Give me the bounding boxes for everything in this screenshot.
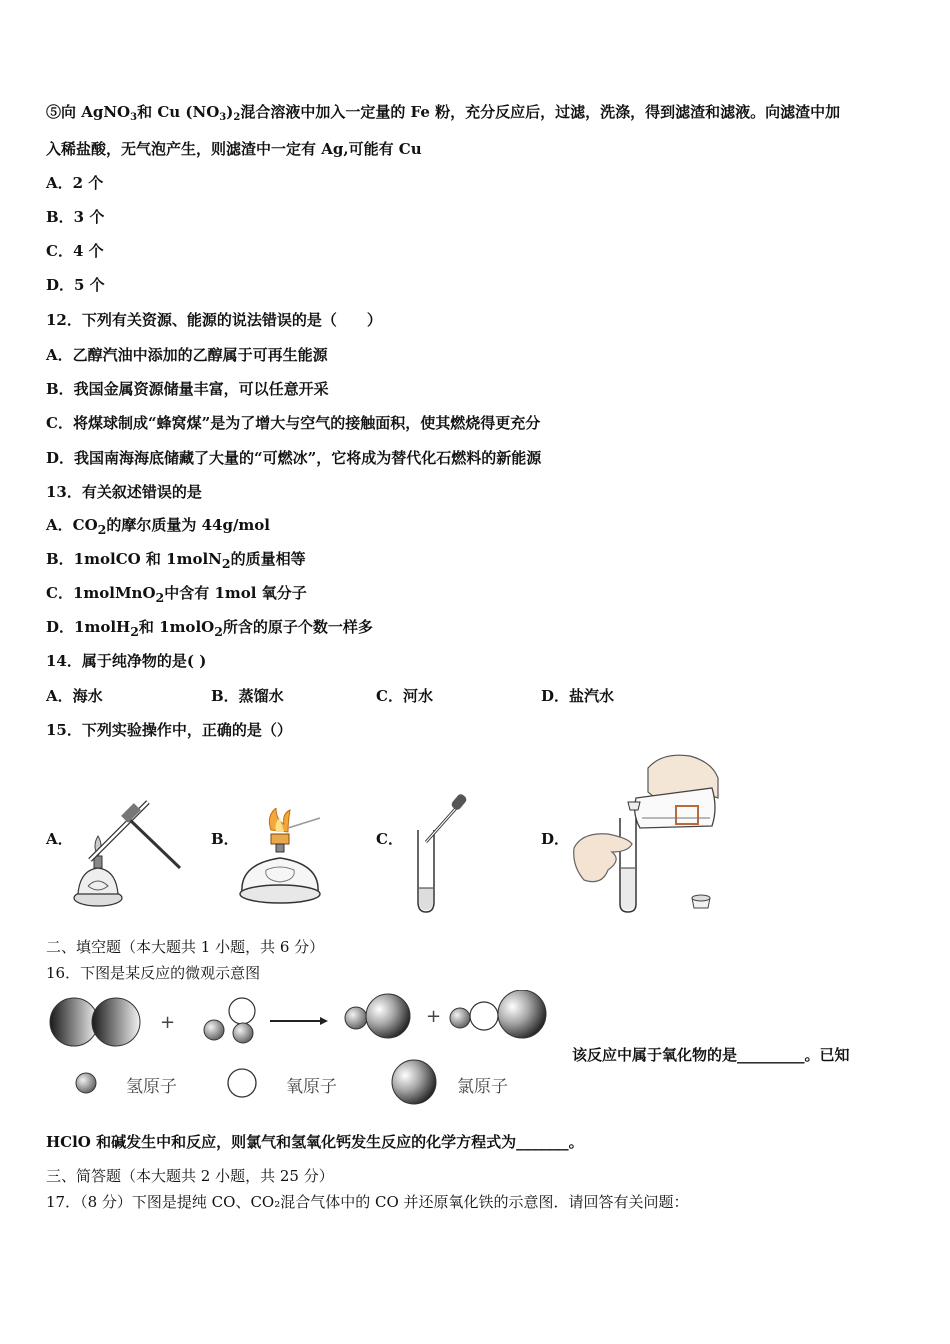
q11-option-a: A．2 个 bbox=[46, 174, 104, 192]
q12-option-b: B．我国金属资源储量丰富，可以任意开采 bbox=[46, 380, 329, 398]
q16-equation-line: HClO 和碱发生中和反应，则氯气和氢氧化钙发生反应的化学方程式为_______。 bbox=[46, 1133, 584, 1151]
q11-option-c: C．4 个 bbox=[46, 242, 104, 260]
q13-option-a: A．$CO_2$的摩尔质量为 44g/mol bbox=[46, 516, 270, 537]
q11-statement-5-line2: 入稀盐酸，无气泡产生，则滤渣中一定有 Ag,可能有 Cu bbox=[46, 140, 422, 158]
q17-stem: 17．（8 分）下图是提纯 CO、CO₂混合气体中的 CO 并还原氧化铁的示意图．请回答有关问题： bbox=[46, 1193, 689, 1211]
q13-option-c: C．1molMnO$_2$中含有 1mol 氧分子 bbox=[46, 584, 307, 605]
q14-option-c: C．河水 bbox=[376, 687, 433, 705]
legend-oxygen-atom: 氧原子 bbox=[286, 1077, 337, 1097]
q13-option-d: D．1molH$_2$和 1molO$_2$所含的原子个数一样多 bbox=[46, 618, 373, 639]
q15-label-a: A． bbox=[46, 830, 73, 848]
q15-label-d: D． bbox=[541, 830, 570, 848]
q16-oxide-blank: 该反应中属于氧化物的是_________。已知 bbox=[572, 1046, 850, 1064]
legend-chlorine-atom: 氯原子 bbox=[457, 1077, 508, 1097]
q12-option-c: C．将煤球制成“蜂窝煤”是为了增大与空气的接触面积，使其燃烧得更充分 bbox=[46, 414, 541, 432]
q14-option-d: D．盐汽水 bbox=[541, 687, 615, 705]
q16-stem: 16．下图是某反应的微观示意图 bbox=[46, 964, 261, 982]
q12-stem: 12．下列有关资源、能源的说法错误的是（ ） bbox=[46, 311, 382, 329]
q14-option-b: B．蒸馏水 bbox=[211, 687, 284, 705]
q13-option-b: B．1molCO 和 1molN$_2$的质量相等 bbox=[46, 550, 306, 571]
svg-text:+: + bbox=[160, 1012, 176, 1033]
figure-b-alcohol-lamp bbox=[236, 808, 326, 913]
section3-title: 三、简答题（本大题共 2 小题，共 25 分） bbox=[46, 1167, 334, 1185]
q15-label-c: C． bbox=[376, 830, 403, 848]
figure-d-pouring-liquid bbox=[572, 748, 722, 918]
q11-statement-5-line1: ⑤向 AgNO$_3$和 Cu $(NO_3)_2$混合溶液中加入一定量的 Fe 粉，充分反应后，过滤，洗涤，得到滤渣和滤液。向滤渣中加 bbox=[46, 103, 841, 123]
q15-stem: 15．下列实验操作中，正确的是（） bbox=[46, 721, 292, 739]
legend-hydrogen-atom: 氢原子 bbox=[126, 1077, 177, 1097]
q14-option-a: A．海水 bbox=[46, 687, 103, 705]
q12-option-a: A．乙醇汽油中添加的乙醇属于可再生能源 bbox=[46, 346, 328, 364]
q14-stem: 14．属于纯净物的是( ) bbox=[46, 652, 207, 670]
figure-a-test-tube-heating bbox=[68, 790, 188, 915]
figure-c-dropper-test-tube bbox=[410, 790, 480, 915]
q12-option-d: D．我国南海海底储藏了大量的“可燃冰”，它将成为替代化石燃料的新能源 bbox=[46, 449, 542, 467]
section2-title: 二、填空题（本大题共 1 小题，共 6 分） bbox=[46, 938, 325, 956]
q11-option-b: B．3 个 bbox=[46, 208, 105, 226]
q13-stem: 13．有关叙述错误的是 bbox=[46, 483, 202, 501]
svg-text:+: + bbox=[426, 1006, 442, 1027]
q15-label-b: B． bbox=[211, 830, 239, 848]
q11-option-d: D．5 个 bbox=[46, 276, 105, 294]
